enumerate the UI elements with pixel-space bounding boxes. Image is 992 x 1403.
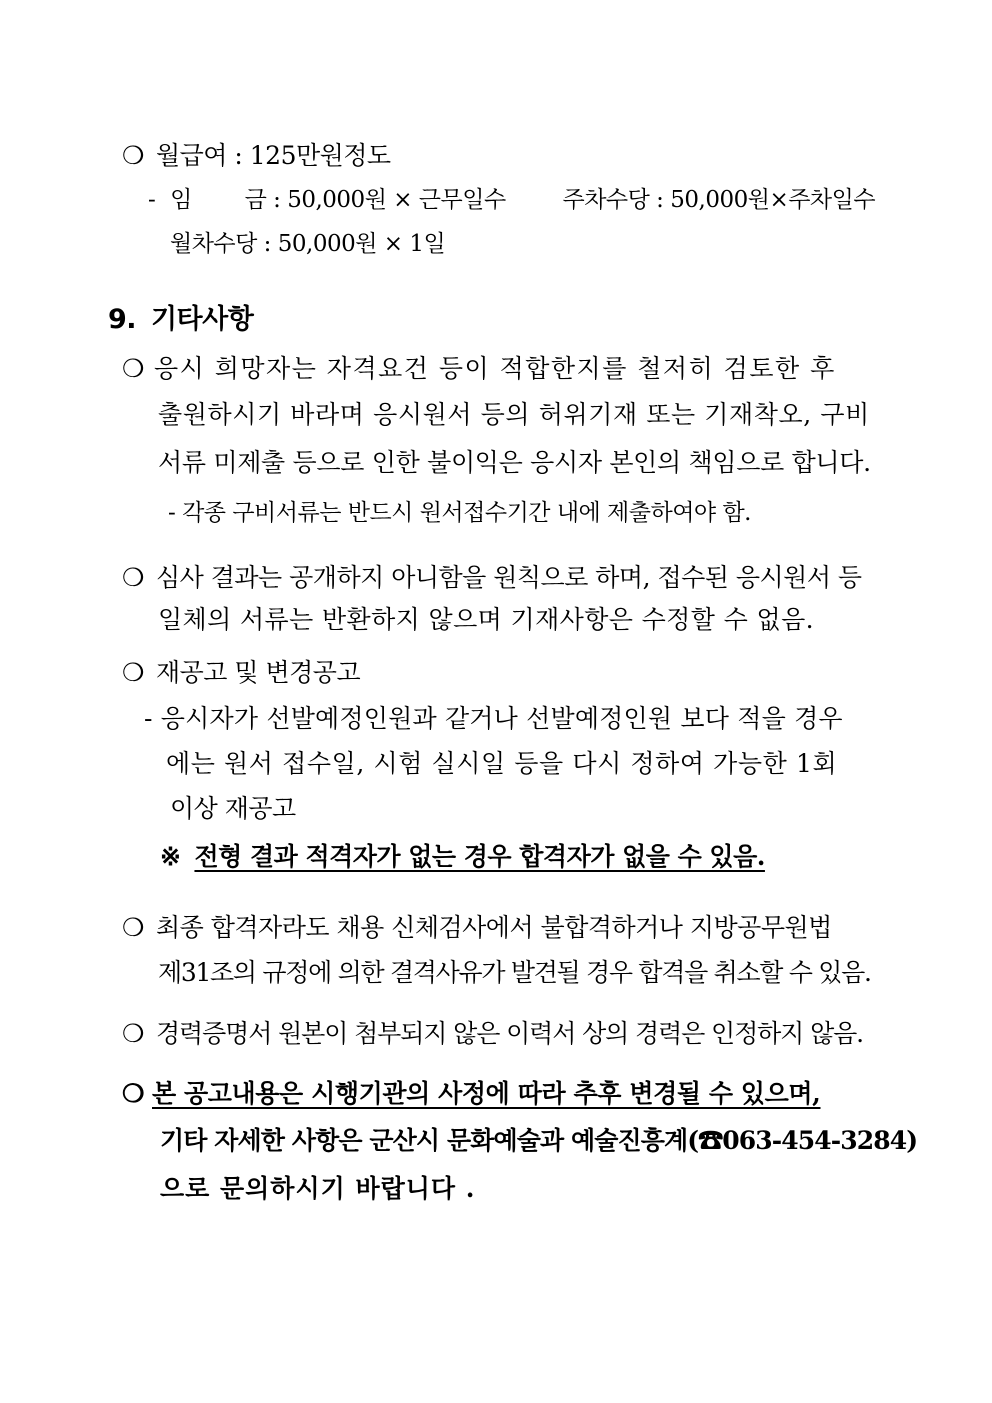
item-1-line-2	[158, 398, 870, 432]
item-5-text-1: 경력증명서 원본이 첨부되지 않은 이력서 상의 경력은 인정하지 않음.	[156, 1019, 864, 1048]
item-6-text-1: 본 공고내용은 시행기관의 사정에 따라 추후 변경될 수 있으며,	[152, 1079, 821, 1108]
item-1-text-3: 서류 미제출 등으로 인한 불이익은 응시자 본인의 책임으로 합니다.	[158, 448, 871, 477]
section-heading	[108, 303, 253, 337]
item-2-text-2: 일체의 서류는 반환하지 않으며 기재사항은 수정할 수 없음.	[158, 605, 814, 634]
item-5-line-1	[122, 1017, 863, 1051]
circle-bullet-icon: ❍	[122, 354, 146, 383]
item-2-text-1: 심사 결과는 공개하지 아니함을 원칙으로 하며, 접수된 응시원서 등	[156, 563, 862, 592]
item-3-text-4: 이상 재공고	[170, 794, 296, 823]
item-1-line-3	[158, 446, 871, 480]
wage-detail-line	[148, 183, 875, 217]
section-number: 9.	[108, 304, 137, 335]
item-3-note	[160, 840, 765, 874]
monthly-allowance-text: 월차수당 : 50,000원 × 1일	[170, 231, 446, 257]
item-2-line-1	[122, 561, 862, 595]
item-3-line-1	[122, 656, 360, 690]
item-6-text-2: 기타 자세한 사항은 군산시 문화예술과 예술진흥계(☎063-454-3284)	[160, 1126, 918, 1155]
monthly-allowance-line	[170, 227, 445, 261]
circle-bullet-icon: ❍	[122, 658, 144, 687]
item-6-line-2	[160, 1124, 917, 1158]
item-6-line-1	[122, 1077, 821, 1111]
reference-mark: ※	[160, 842, 181, 871]
item-1-text-1: 응시 희망자는 자격요건 등이 적합한지를 철저히 검토한 후	[154, 354, 836, 383]
circle-bullet-icon: ❍	[122, 1019, 144, 1048]
item-3-text-1: 재공고 및 변경공고	[156, 658, 361, 687]
item-6-text-3: 으로 문의하시기 바랍니다 .	[160, 1174, 476, 1203]
circle-bullet-icon: ❍	[122, 563, 144, 592]
item-3-line-4	[170, 792, 296, 826]
circle-bullet-icon: ❍	[122, 141, 144, 170]
item-4-line-2	[158, 956, 871, 990]
item-3-line-2	[144, 702, 843, 736]
item-4-text-1: 최종 합격자라도 채용 신체검사에서 불합격하거나 지방공무원법	[156, 913, 832, 942]
salary-text: 월급여 : 125만원정도	[156, 141, 391, 170]
item-3-line-3	[166, 747, 837, 781]
circle-bullet-icon: ❍	[122, 913, 144, 942]
wage-label-a: 임	[170, 187, 192, 213]
section-title: 기타사항	[150, 304, 254, 335]
item-2-line-2	[158, 603, 814, 637]
item-4-line-1	[122, 911, 832, 945]
item-1-line-4	[168, 496, 751, 530]
salary-line	[122, 139, 391, 173]
item-4-text-2: 제31조의 규정에 의한 결격사유가 발견될 경우 합격을 취소할 수 있음.	[158, 958, 871, 987]
item-1-line-1	[122, 352, 836, 386]
circle-bullet-icon: ❍	[122, 1079, 145, 1108]
item-6-line-3	[160, 1172, 475, 1206]
item-1-subnote: - 각종 구비서류는 반드시 원서접수기간 내에 제출하여야 함.	[168, 500, 751, 526]
dash-mark: -	[148, 187, 156, 213]
item-3-text-2: - 응시자가 선발예정인원과 같거나 선발예정인원 보다 적을 경우	[144, 704, 843, 733]
wage-label-b: 금 : 50,000원 × 근무일수	[244, 187, 506, 213]
item-3-text-3: 에는 원서 접수일, 시험 실시일 등을 다시 정하여 가능한 1회	[166, 749, 838, 778]
weekly-allowance: 주차수당 : 50,000원×주차일수	[562, 187, 876, 213]
item-1-text-2: 출원하시기 바라며 응시원서 등의 허위기재 또는 기재착오, 구비	[158, 400, 870, 429]
note-text: 전형 결과 적격자가 없는 경우 합격자가 없을 수 있음.	[194, 842, 765, 871]
